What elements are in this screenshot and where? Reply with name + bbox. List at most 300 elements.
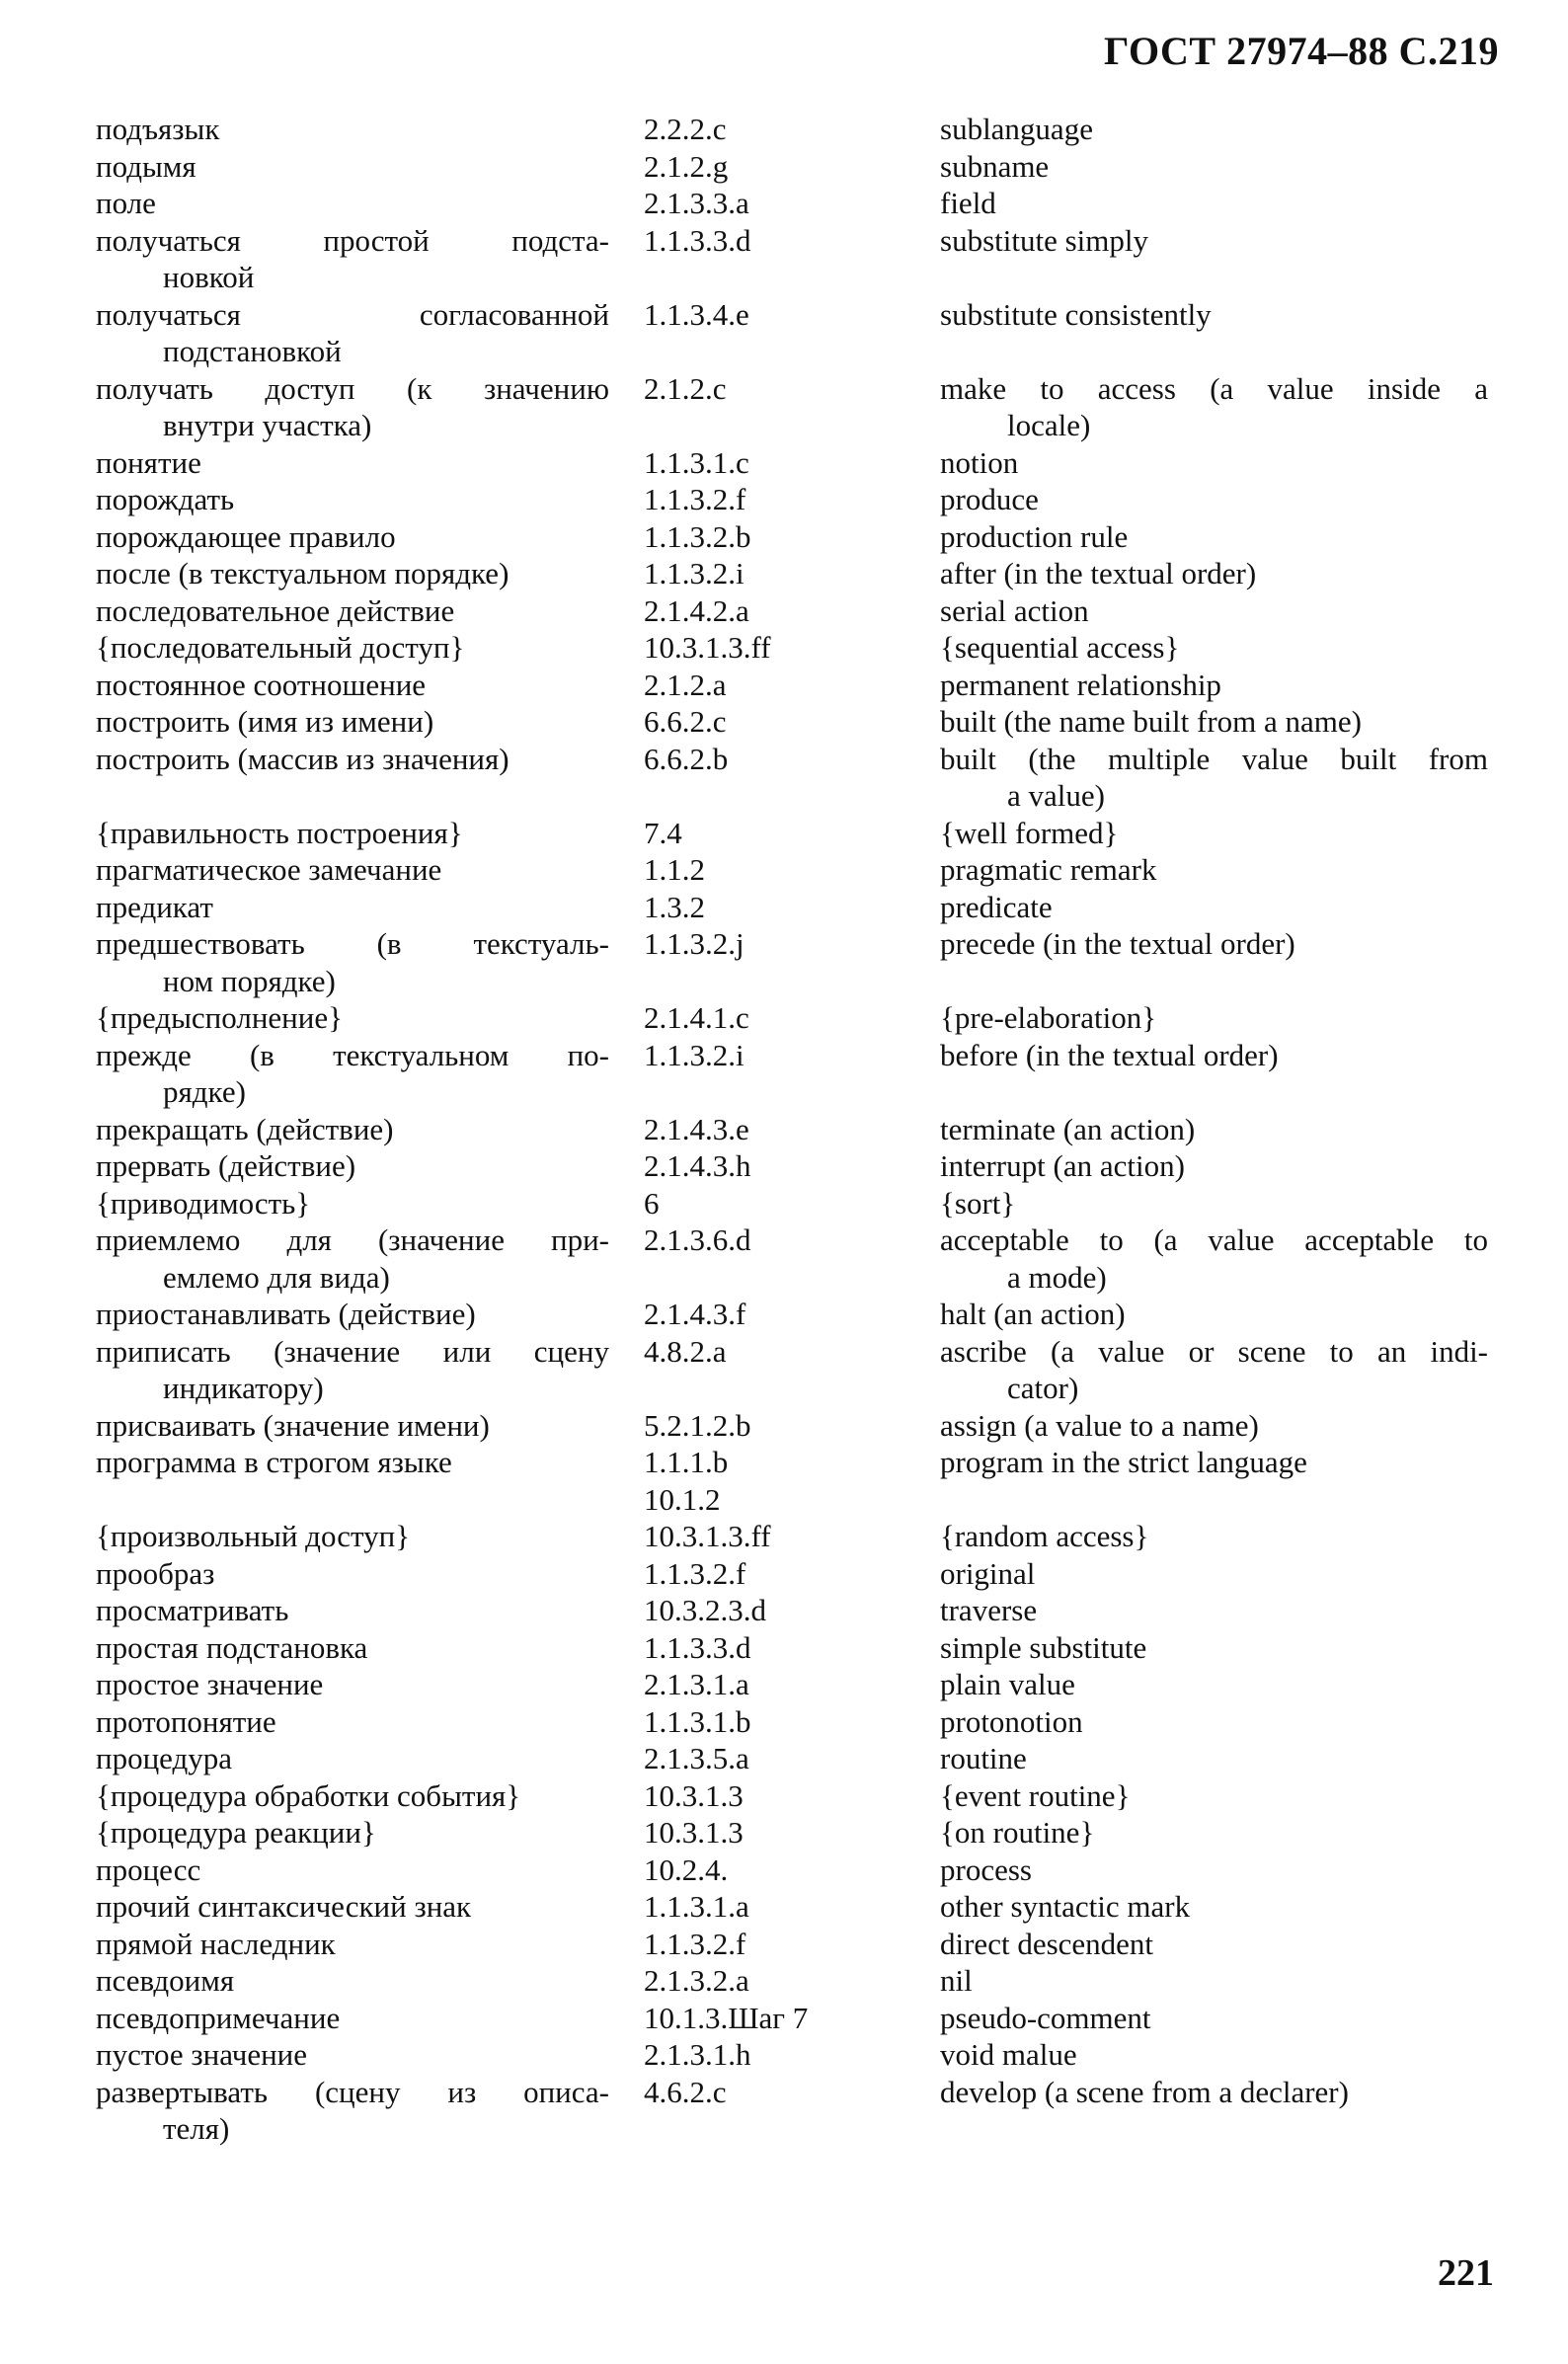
english-term-line: pseudo-comment [940, 2000, 1151, 2035]
section-reference [644, 629, 940, 667]
glossary-row [96, 555, 1488, 592]
section-reference-line: 1.1.3.2.i [644, 1037, 745, 1072]
section-reference-line: 10.1.2 [644, 1481, 721, 1517]
section-reference-line: 2.1.4.1.c [644, 1000, 749, 1035]
russian-term-line: получаться простой подста- [96, 222, 609, 258]
section-reference [644, 851, 940, 889]
section-reference-line: 2.1.4.3.f [644, 1297, 746, 1331]
russian-term-line: порождающее правило [96, 518, 396, 554]
russian-term-line: построить (имя из имени) [96, 704, 434, 739]
russian-term [96, 1962, 644, 2000]
russian-term-line: построить (массив из значения) [96, 741, 510, 776]
section-reference-line: 1.1.3.1.b [644, 1703, 751, 1739]
section-reference [644, 1111, 940, 1148]
glossary-row [96, 1629, 1488, 1667]
english-term [940, 370, 1488, 444]
glossary-row [96, 1221, 1488, 1296]
english-term [940, 741, 1488, 815]
page-header: ГОСТ 27974–88 С.219 [1103, 29, 1499, 73]
english-term [940, 1926, 1488, 1963]
english-term-line: sublanguage [940, 112, 1093, 146]
russian-term-line: прежде (в текстуальном по- [96, 1037, 609, 1072]
section-reference [644, 1444, 940, 1518]
section-reference-line: 6.6.2.c [644, 704, 727, 739]
glossary-row [96, 1147, 1488, 1185]
section-reference [644, 111, 940, 148]
english-term [940, 1221, 1488, 1296]
russian-term-line: псевдоимя [96, 1963, 235, 1998]
section-reference-line: 2.1.4.2.a [644, 592, 749, 628]
section-reference-line: 2.1.3.1.a [644, 1667, 749, 1701]
section-reference [644, 1296, 940, 1333]
glossary-row [96, 999, 1488, 1037]
section-reference-line: 1.1.3.1.c [644, 444, 749, 480]
glossary-row [96, 1555, 1488, 1593]
glossary-row [96, 111, 1488, 148]
russian-term-line: простая подстановка [96, 1629, 368, 1665]
english-term-line: locale) [1007, 408, 1091, 442]
glossary-row [96, 1518, 1488, 1555]
russian-term-line: понятие [96, 444, 201, 480]
russian-term [96, 1147, 644, 1185]
english-term-line: a mode) [1007, 1259, 1107, 1295]
russian-term [96, 999, 644, 1037]
glossary-row [96, 1962, 1488, 2000]
russian-term [96, 703, 644, 741]
english-term-line: make to access (a value inside a [940, 370, 1488, 406]
section-reference-line: 10.1.3.Шаг 7 [644, 2000, 809, 2035]
section-reference-line: 7.4 [644, 815, 682, 850]
russian-term [96, 1221, 644, 1296]
glossary-row [96, 815, 1488, 852]
english-term-line: direct descendent [940, 1926, 1154, 1961]
russian-term [96, 1814, 644, 1852]
russian-term [96, 370, 644, 444]
russian-term [96, 741, 644, 815]
glossary-row [96, 1703, 1488, 1741]
english-term [940, 1592, 1488, 1629]
section-reference [644, 481, 940, 518]
english-term [940, 1888, 1488, 1926]
section-reference-line: 2.1.4.3.h [644, 1148, 751, 1183]
russian-term-line: прекращать (действие) [96, 1111, 394, 1146]
russian-term-line: приписать (значение или сцену [96, 1333, 609, 1369]
section-reference [644, 370, 940, 444]
english-term [940, 851, 1488, 889]
russian-term-line: просматривать [96, 1593, 289, 1627]
section-reference-line: 1.1.3.3.d [644, 1629, 751, 1665]
section-reference-line: 2.1.2.g [644, 148, 729, 184]
english-term-line: {well formed} [940, 815, 1119, 850]
english-term [940, 999, 1488, 1037]
glossary-row [96, 1407, 1488, 1445]
english-term-line: original [940, 1555, 1036, 1591]
russian-term-line: {правильность построения} [96, 815, 463, 850]
english-term [940, 703, 1488, 741]
glossary-row [96, 592, 1488, 630]
russian-term [96, 518, 644, 556]
section-reference [644, 1926, 940, 1963]
russian-term-line: предшествовать (в текстуаль- [96, 926, 609, 961]
english-term [940, 2036, 1488, 2074]
glossary-row [96, 1296, 1488, 1333]
english-term [940, 2000, 1488, 2037]
section-reference [644, 1777, 940, 1815]
russian-term-line: прямой наследник [96, 1926, 336, 1961]
english-term [940, 1666, 1488, 1703]
russian-term-line: прообраз [96, 1555, 215, 1591]
glossary-row [96, 925, 1488, 999]
russian-term [96, 1666, 644, 1703]
english-term [940, 1111, 1488, 1148]
russian-term [96, 111, 644, 148]
russian-term-line: приемлемо для (значение при- [96, 1222, 609, 1257]
english-term [940, 444, 1488, 482]
glossary-row [96, 1111, 1488, 1148]
russian-term [96, 1888, 644, 1926]
russian-term-line: подымя [96, 148, 196, 184]
english-term [940, 1629, 1488, 1667]
section-reference [644, 1407, 940, 1445]
section-reference-line: 1.1.3.2.i [644, 556, 745, 591]
english-term-line: substitute simply [940, 222, 1148, 258]
section-reference-line: 1.1.2 [644, 852, 705, 887]
section-reference-line: 1.1.1.b [644, 1445, 729, 1479]
russian-term-line: порождать [96, 482, 235, 516]
section-reference [644, 667, 940, 704]
russian-term-line: {последовательный доступ} [96, 630, 465, 665]
russian-term [96, 629, 644, 667]
russian-term [96, 2074, 644, 2148]
english-term-line: notion [940, 444, 1019, 480]
section-reference-line: 10.3.1.3.ff [644, 630, 771, 665]
english-term [940, 1703, 1488, 1741]
english-term-line: other syntactic mark [940, 1889, 1191, 1924]
glossary-row [96, 2000, 1488, 2037]
section-reference-line: 1.1.3.2.f [644, 1926, 746, 1961]
english-term-line: interrupt (an action) [940, 1148, 1185, 1183]
russian-term-line: теля) [163, 2111, 230, 2146]
section-reference [644, 1185, 940, 1222]
section-reference [644, 1037, 940, 1111]
russian-term [96, 1037, 644, 1111]
glossary-table [96, 111, 1488, 2148]
section-reference [644, 2074, 940, 2148]
russian-term-line: внутри участка) [163, 408, 372, 442]
english-term-line: simple substitute [940, 1629, 1147, 1665]
russian-term [96, 1592, 644, 1629]
english-term [940, 2074, 1488, 2148]
english-term [940, 1962, 1488, 2000]
section-reference-line: 2.1.2.a [644, 667, 727, 702]
english-term [940, 889, 1488, 926]
english-term-line: before (in the textual order) [940, 1037, 1279, 1072]
section-reference [644, 444, 940, 482]
russian-term-line: получать доступ (к значению [96, 370, 609, 406]
russian-term-line: рядке) [163, 1074, 246, 1109]
english-term-line: {pre-elaboration} [940, 1000, 1157, 1035]
section-reference [644, 555, 940, 592]
section-reference [644, 1629, 940, 1667]
glossary-row [96, 1740, 1488, 1777]
russian-term [96, 444, 644, 482]
section-reference-line: 10.2.4. [644, 1852, 729, 1887]
russian-term [96, 1185, 644, 1222]
russian-term [96, 667, 644, 704]
english-term-line: terminate (an action) [940, 1111, 1196, 1146]
english-term-line: program in the strict language [940, 1445, 1307, 1479]
english-term [940, 296, 1488, 370]
russian-term [96, 148, 644, 186]
glossary-row [96, 629, 1488, 667]
english-term-line: cator) [1007, 1371, 1079, 1405]
glossary-row [96, 1852, 1488, 1889]
english-term [940, 111, 1488, 148]
english-term [940, 1037, 1488, 1111]
section-reference [644, 1555, 940, 1593]
russian-term [96, 1703, 644, 1741]
english-term [940, 1740, 1488, 1777]
section-reference-line: 6 [644, 1185, 660, 1221]
russian-term-line: {приводимость} [96, 1185, 311, 1221]
english-term [940, 1185, 1488, 1222]
russian-term-line: после (в текстуальном порядке) [96, 556, 510, 591]
glossary-row [96, 1037, 1488, 1111]
english-term-line: pragmatic remark [940, 852, 1157, 887]
russian-term-line: процедура [96, 1741, 233, 1775]
english-term-line: halt (an action) [940, 1297, 1126, 1331]
section-reference [644, 185, 940, 222]
glossary-row [96, 703, 1488, 741]
english-term [940, 518, 1488, 556]
section-reference [644, 1703, 940, 1741]
page-number: 221 [1438, 2252, 1494, 2294]
section-reference-line: 1.1.3.2.f [644, 482, 746, 516]
russian-term-line: предикат [96, 889, 213, 924]
russian-term [96, 1407, 644, 1445]
russian-term-line: программа в строгом языке [96, 1445, 452, 1479]
english-term-line: {random access} [940, 1519, 1149, 1553]
russian-term [96, 1444, 644, 1518]
english-term-line: process [940, 1852, 1032, 1887]
section-reference [644, 296, 940, 370]
glossary-row [96, 1444, 1488, 1518]
russian-term [96, 296, 644, 370]
russian-term-line: протопонятие [96, 1703, 276, 1739]
section-reference-line: 10.3.1.3 [644, 1815, 744, 1850]
english-term-line: develop (a scene from a declarer) [940, 2074, 1349, 2109]
section-reference-line: 10.3.2.3.d [644, 1593, 766, 1627]
section-reference [644, 889, 940, 926]
section-reference-line: 1.1.3.2.f [644, 1555, 746, 1591]
english-term-line: acceptable to (a value acceptable to [940, 1222, 1488, 1257]
english-term-line: predicate [940, 889, 1053, 924]
russian-term [96, 481, 644, 518]
russian-term [96, 1777, 644, 1815]
russian-term-line: индикатору) [163, 1371, 324, 1405]
english-term [940, 1444, 1488, 1518]
glossary-row [96, 1592, 1488, 1629]
english-term-line: a value) [1007, 778, 1105, 813]
russian-term [96, 222, 644, 296]
english-term-line: {on routine} [940, 1815, 1095, 1850]
glossary-row [96, 1666, 1488, 1703]
english-term-line: {sort} [940, 1185, 1016, 1221]
section-reference-line: 1.1.3.4.e [644, 296, 749, 332]
russian-term-line: новкой [163, 260, 255, 294]
section-reference [644, 1740, 940, 1777]
section-reference-line: 1.1.3.3.d [644, 222, 751, 258]
section-reference-line: 2.1.3.5.a [644, 1741, 749, 1775]
section-reference [644, 703, 940, 741]
english-term-line: void malue [940, 2037, 1077, 2072]
russian-term-line: постоянное соотношение [96, 667, 427, 702]
russian-term-line: пустое значение [96, 2037, 308, 2072]
russian-term [96, 592, 644, 630]
section-reference [644, 999, 940, 1037]
english-term [940, 592, 1488, 630]
section-reference-line: 2.1.3.1.h [644, 2037, 751, 2072]
english-term-line: protonotion [940, 1703, 1083, 1739]
section-reference [644, 1592, 940, 1629]
english-term [940, 148, 1488, 186]
russian-term-line: подстановкой [163, 334, 342, 368]
english-term-line: built (the name built from a name) [940, 704, 1362, 739]
glossary-row [96, 1777, 1488, 1815]
english-term [940, 1555, 1488, 1593]
russian-term-line: {процедура обработки события} [96, 1777, 521, 1813]
english-term [940, 185, 1488, 222]
russian-term-line: прервать (действие) [96, 1148, 356, 1183]
section-reference-line: 1.1.3.2.j [644, 926, 745, 961]
russian-term-line: {произвольный доступ} [96, 1519, 411, 1553]
section-reference-line: 6.6.2.b [644, 741, 729, 776]
section-reference [644, 1888, 940, 1926]
glossary-row [96, 2074, 1488, 2148]
section-reference-line: 2.2.2.c [644, 112, 727, 146]
english-term [940, 1814, 1488, 1852]
section-reference [644, 592, 940, 630]
english-term [940, 222, 1488, 296]
english-term-line: {sequential access} [940, 630, 1180, 665]
section-reference [644, 1852, 940, 1889]
russian-term [96, 1740, 644, 1777]
russian-term-line: развертывать (сцену из описа- [96, 2074, 609, 2109]
russian-term-line: присваивать (значение имени) [96, 1407, 490, 1443]
english-term-line: production rule [940, 518, 1129, 554]
section-reference [644, 815, 940, 852]
russian-term-line: простое значение [96, 1667, 324, 1701]
russian-term [96, 1518, 644, 1555]
english-term [940, 629, 1488, 667]
english-term [940, 1296, 1488, 1333]
section-reference [644, 2036, 940, 2074]
english-term [940, 1147, 1488, 1185]
russian-term [96, 1333, 644, 1407]
english-term [940, 555, 1488, 592]
english-term [940, 1852, 1488, 1889]
english-term-line: nil [940, 1963, 973, 1998]
glossary-row [96, 370, 1488, 444]
english-term-line: after (in the textual order) [940, 556, 1257, 591]
russian-term-line: {процедура реакции} [96, 1815, 376, 1850]
russian-term [96, 1926, 644, 1963]
glossary-row [96, 1333, 1488, 1407]
russian-term [96, 185, 644, 222]
english-term-line: subname [940, 148, 1050, 184]
russian-term-line: получаться согласованной [96, 296, 609, 332]
glossary-row [96, 851, 1488, 889]
russian-term-line: поле [96, 186, 156, 220]
russian-term-line: приостанавливать (действие) [96, 1297, 476, 1331]
section-reference [644, 1962, 940, 2000]
russian-term [96, 1852, 644, 1889]
russian-term [96, 2000, 644, 2037]
section-reference [644, 1814, 940, 1852]
section-reference [644, 925, 940, 999]
english-term-line: traverse [940, 1593, 1038, 1627]
glossary-row [96, 1185, 1488, 1222]
english-term-line: assign (a value to a name) [940, 1407, 1259, 1443]
russian-term [96, 2036, 644, 2074]
english-term-line: routine [940, 1741, 1027, 1775]
english-term [940, 815, 1488, 852]
russian-term [96, 1555, 644, 1593]
russian-term [96, 815, 644, 852]
russian-term [96, 555, 644, 592]
english-term-line: field [940, 186, 996, 220]
english-term-line: produce [940, 482, 1039, 516]
glossary-row [96, 667, 1488, 704]
english-term [940, 925, 1488, 999]
russian-term-line: ном порядке) [163, 963, 336, 998]
glossary-row [96, 1926, 1488, 1963]
english-term-line: precede (in the textual order) [940, 926, 1295, 961]
section-reference-line: 2.1.3.3.a [644, 186, 749, 220]
section-reference-line: 10.3.1.3 [644, 1777, 744, 1813]
section-reference-line: 2.1.4.3.e [644, 1111, 749, 1146]
english-term [940, 481, 1488, 518]
section-reference-line: 2.1.3.6.d [644, 1222, 751, 1257]
section-reference [644, 2000, 940, 2037]
glossary-row [96, 481, 1488, 518]
section-reference-line: 4.6.2.c [644, 2074, 727, 2109]
section-reference [644, 1666, 940, 1703]
english-term [940, 1333, 1488, 1407]
section-reference [644, 741, 940, 815]
section-reference-line: 2.1.2.c [644, 370, 727, 406]
russian-term-line: процесс [96, 1852, 201, 1887]
english-term-line: permanent relationship [940, 667, 1221, 702]
english-term [940, 1777, 1488, 1815]
section-reference-line: 4.8.2.a [644, 1333, 727, 1369]
russian-term-line: псевдопримечание [96, 2000, 341, 2035]
section-reference-line: 2.1.3.2.a [644, 1963, 749, 1998]
glossary-row [96, 1888, 1488, 1926]
section-reference [644, 1333, 940, 1407]
english-term-line: built (the multiple value built from [940, 741, 1488, 776]
glossary-row [96, 148, 1488, 186]
section-reference [644, 1221, 940, 1296]
glossary-row [96, 185, 1488, 222]
section-reference [644, 148, 940, 186]
section-reference [644, 222, 940, 296]
section-reference [644, 1518, 940, 1555]
glossary-row [96, 889, 1488, 926]
section-reference-line: 5.2.1.2.b [644, 1407, 751, 1443]
english-term-line: plain value [940, 1667, 1075, 1701]
glossary-row [96, 296, 1488, 370]
